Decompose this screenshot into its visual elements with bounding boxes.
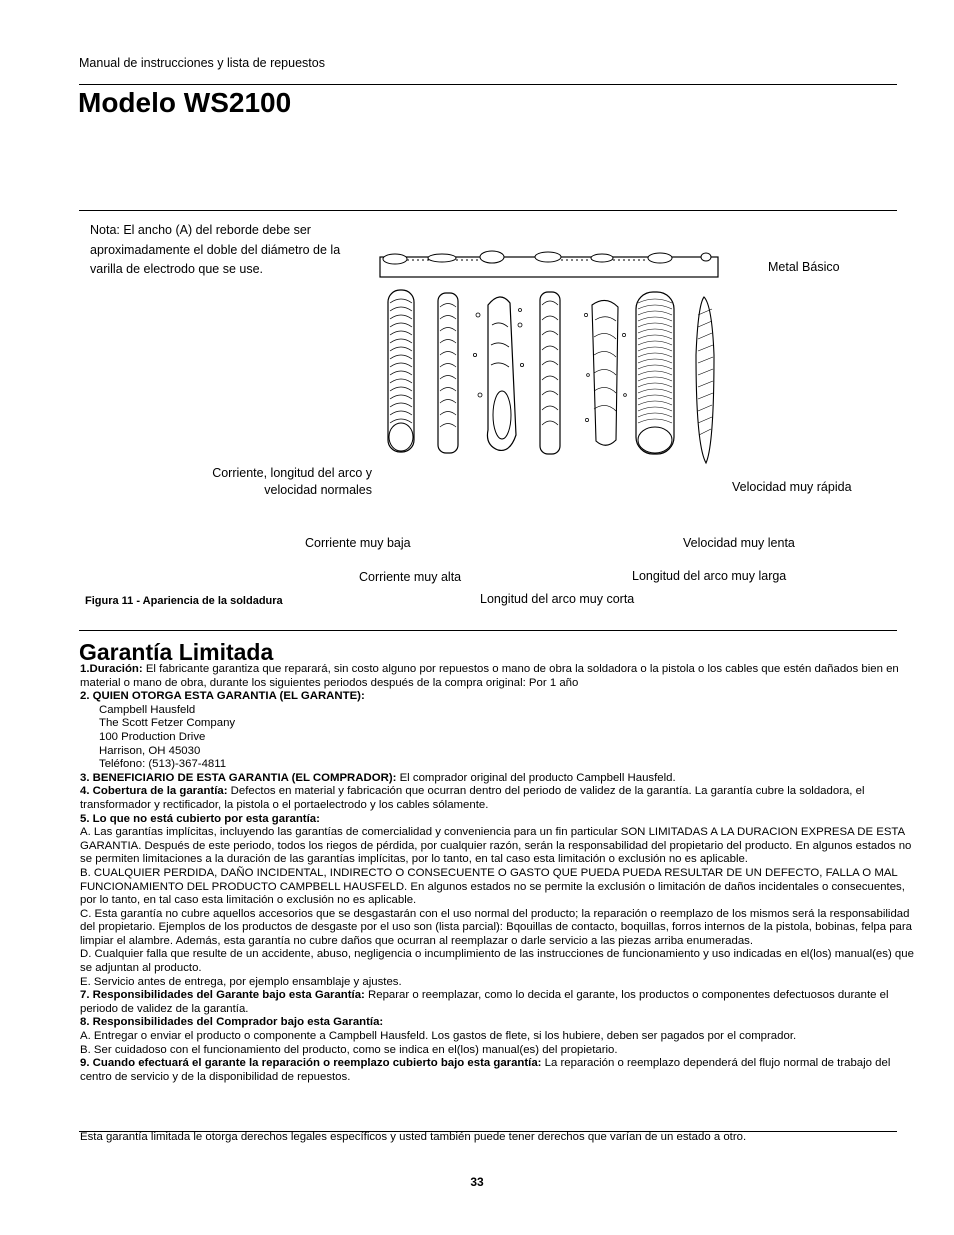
label-very-slow: Velocidad muy lenta	[683, 536, 795, 550]
manual-subtitle: Manual de instrucciones y lista de repuestos	[79, 56, 325, 70]
model-title: Modelo WS2100	[78, 87, 292, 118]
warranty-section-8	[80, 1016, 920, 1030]
guarantor-address-line: The Scott Fetzer Company	[99, 717, 236, 730]
exclusion-a: A. Las garantías implícitas, incluyendo las garantías de comercialidad y conveniencia para un fin particular SON LIMITADAS A LA DURACION EXPRESA DE ESTA GARANTIA. Después de este periodo, todos los riegos de pérdida, por cualquier razón, serán la responsabilidad del propietario del producto. En algunos estados no se permiten limitaciones a la duración de las garantías implícitas, por lo tanto, en tal caso esta limitación o exclusión no es aplicable.	[80, 826, 912, 866]
exclusion-c: C. Esta garantía no cubre aquellos accesorios que se desgastarán con el uso normal del producto; la reparación o reemplazo de los mismos será la responsabilidad del propietario. Ejemplos de los productos de desgaste por el uso son (lista parcial): Bqouillas de contacto, boquillas, forros internos de la pistola, bobinas, felpa para limpiar el alambre. Además, esta garantía no cubre daños que ocurran al reemplazar o darle servicio a las piezas arriba enumeradas.	[80, 907, 913, 947]
warranty-top-rule	[79, 630, 897, 631]
section-text: Reparar o reemplazar, como lo decida el garante, los productos o componentes defectuosos durante el periodo de validez de la garantía.	[80, 989, 889, 1015]
weld-bead-long-arc	[584, 300, 626, 445]
section-text: El comprador original del producto Campbell Hausfeld.	[396, 771, 676, 784]
weld-appearance-illustration	[370, 245, 730, 470]
section-heading: 5. Lo que no está cubierto por esta garantía:	[80, 812, 320, 825]
warranty-body	[80, 663, 920, 1084]
section-heading: 2. QUIEN OTORGA ESTA GARANTIA (EL GARANTE):	[80, 690, 365, 703]
weld-bead-very-slow	[636, 292, 674, 454]
exclusion-d: D. Cualquier falla que resulte de un accidente, abuso, negligencia o incumplimiento de las instrucciones de funcionamiento y uso indicadas en el(los) manual(es) que se adjuntan al producto.	[80, 948, 914, 975]
weld-bead-high-current	[473, 297, 523, 450]
label-very-fast: Velocidad muy rápida	[732, 480, 852, 494]
warranty-section-2	[80, 690, 920, 704]
guarantor-address-line: 100 Production Drive	[99, 730, 206, 743]
weld-bead-normal	[388, 290, 414, 452]
weld-bead-very-fast	[696, 297, 714, 463]
warranty-section-9	[80, 1057, 920, 1084]
section-heading: 4. Cobertura de la garantía:	[80, 785, 228, 798]
base-metal-label: Metal Básico	[768, 260, 840, 274]
label-short-arc: Longitud del arco muy corta	[480, 592, 635, 606]
guarantor-phone: Teléfono: (513)-367-4811	[99, 758, 227, 771]
label-high-current: Corriente muy alta	[359, 570, 462, 584]
exclusion-e: E. Servicio antes de entrega, por ejemplo ensamblaje y ajustes.	[80, 975, 402, 988]
page-number: 33	[470, 1175, 484, 1189]
label-low-current: Corriente muy baja	[305, 536, 411, 550]
guarantor-address-line: Campbell Hausfeld	[99, 703, 196, 716]
weld-bead-short-arc	[540, 292, 560, 454]
warranty-section-4	[80, 785, 920, 812]
label-normal: Corriente, longitud del arco y velocidad normales	[212, 466, 372, 497]
figure-note: Nota: El ancho (A) del reborde debe ser aproximadamente el doble del diámetro de la varilla de electrodo que se use.	[90, 223, 341, 276]
warranty-section-3	[80, 772, 920, 786]
section-text: La reparación o reemplazo dependerá del flujo normal de trabajo del centro de servicio y de la disponibilidad de repuestos.	[80, 1057, 891, 1083]
section-heading: 8. Responsibilidades del Comprador bajo esta Garantía:	[80, 1016, 384, 1029]
label-long-arc: Longitud del arco muy larga	[632, 569, 787, 583]
warranty-footer: Esta garantía limitada le otorga derechos legales específicos y usted también puede tener derechos que varían de un estado a otro.	[80, 1131, 747, 1143]
warranty-section-7	[80, 989, 920, 1016]
section-heading: 7. Responsibilidades del Garante bajo esta Garantía:	[80, 989, 365, 1002]
section-heading: 1.Duración:	[80, 663, 143, 675]
buyer-duty-a: A. Entregar o enviar el producto o componente a Campbell Hausfeld. Los gastos de flete, si los hubiere, deben ser pagados por el comprador.	[80, 1030, 797, 1043]
warranty-title: Garantía Limitada	[79, 639, 274, 665]
warranty-section-1	[80, 663, 920, 690]
figure-caption: Figura 11 - Apariencia de la soldadura	[85, 595, 283, 607]
section-text: El fabricante garantiza que reparará, sin costo alguno por repuestos o mano de obra la soldadora o la pistola o los cables que estén dañados bien en material o mano de obra, durante los siguientes periodos después de la compra original: Por 1 año	[80, 663, 899, 689]
section-heading: 9. Cuando efectuará el garante la reparación o reemplazo cubierto bajo esta garantía:	[80, 1057, 542, 1070]
exclusion-b: B. CUALQUIER PERDIDA, DAÑO INCIDENTAL, INDIRECTO O CONSECUENTE O GASTO QUE PUEDA PUEDA RESULTAR DE UN DEFECTO, FALLA O MAL FUNCIONAMIENTO DEL PRODUCTO CAMPBELL HAUSFELD. En algunos estados no se permite la exclusión o limitación de daños incidentales o consecuentes, por lo tanto, en tal caso esta limitación o exclusión no es aplicable.	[80, 866, 905, 907]
header-rule	[79, 84, 897, 85]
section-heading: 3. BENEFICIARIO DE ESTA GARANTIA (EL COMPRADOR):	[80, 771, 397, 784]
section-text: Defectos en material y fabricación que ocurran dentro del periodo de validez de la garantía. La garantía cubre la soldadora, el transformador y rectificador, la pistola o el portaelectrodo y los cables sólamente.	[80, 785, 865, 811]
weld-bead-low-current	[438, 293, 458, 453]
buyer-duty-b: B. Ser cuidadoso con el funcionamiento del producto, como se indica en el(los) manual(es) del propietario.	[80, 1043, 618, 1056]
guarantor-address-line: Harrison, OH 45030	[99, 744, 201, 757]
figure-top-rule	[79, 210, 897, 211]
warranty-section-5	[80, 813, 920, 827]
